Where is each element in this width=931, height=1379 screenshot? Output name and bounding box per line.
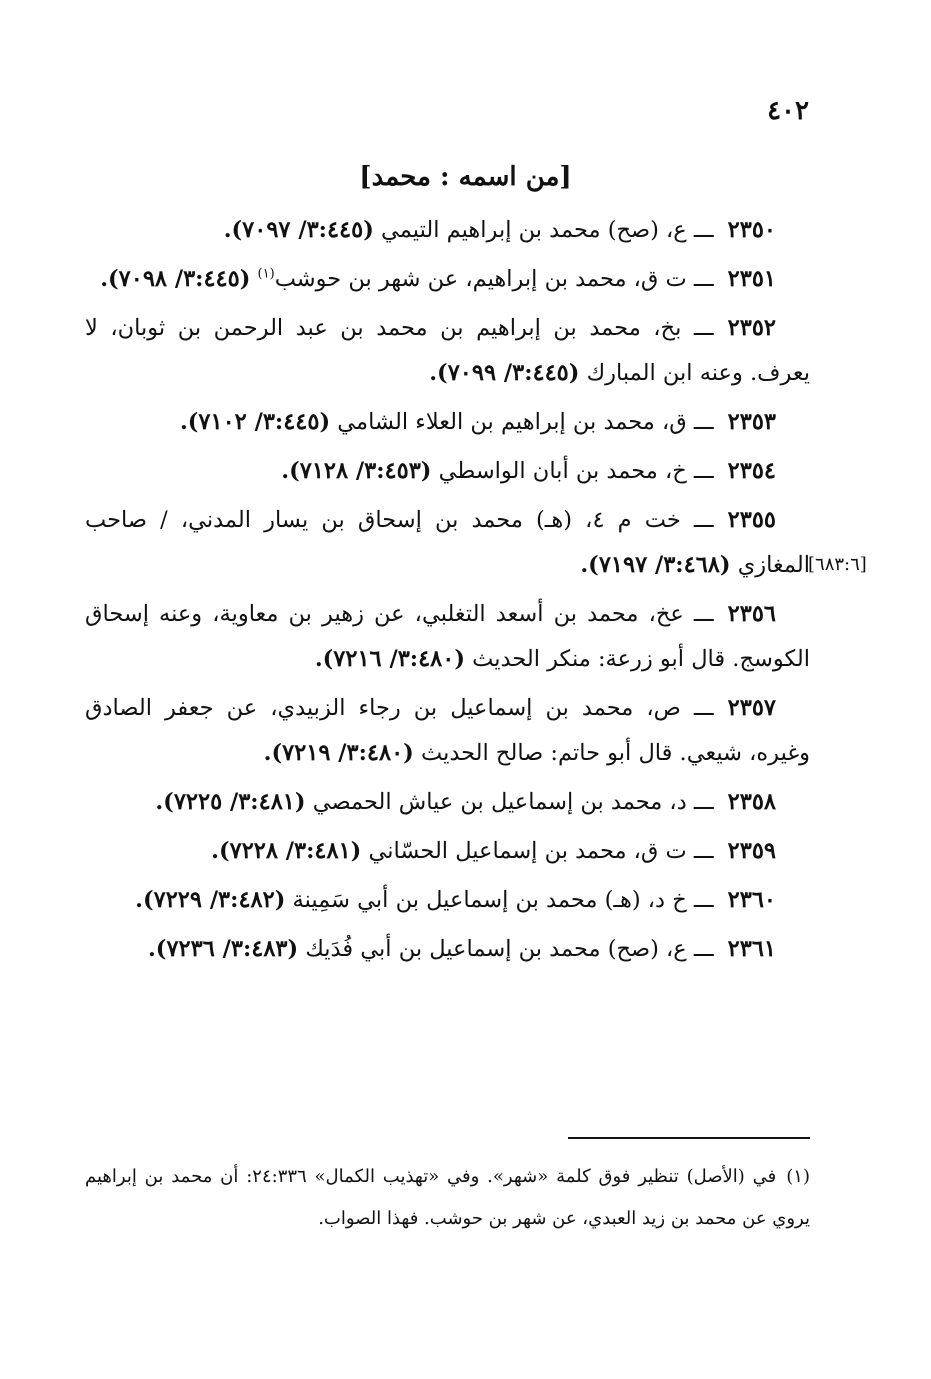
footnote-divider bbox=[568, 1137, 810, 1139]
entry bbox=[85, 927, 810, 972]
entry-text: ـــ بخ، محمد بن إبراهيم بن محمد بن عبد الرحمن بن ثوبان، لا يعرف. وعنه ابن المبارك bbox=[85, 315, 810, 386]
entry bbox=[85, 592, 810, 682]
entry-reference: (٣:٤٨١/ ٧٢٢٥). bbox=[155, 789, 306, 815]
entry-number: ٢٣٥٢ bbox=[727, 315, 776, 341]
entry-reference: (٣:٤٤٥/ ٧٠٩٩). bbox=[429, 360, 580, 386]
entry bbox=[85, 686, 810, 776]
entry bbox=[85, 449, 810, 494]
entry-text: ـــ ع، (صح) محمد بن إسماعيل بن أبي فُدَيك bbox=[305, 936, 714, 962]
entry-text: ـــ خ د، (هـ) محمد بن إسماعيل بن أبي سَمِينة bbox=[292, 887, 714, 913]
entry-number: ٢٣٥٣ bbox=[727, 409, 776, 435]
entry-text: ـــ ص، محمد بن إسماعيل بن رجاء الزبيدي، عن جعفر الصادق وغيره، شيعي. قال أبو حاتم: صالح الحديث bbox=[85, 695, 810, 766]
entry-reference: (٣:٤٤٥/ ٧٠٩٧). bbox=[223, 217, 374, 243]
entry-reference: (٣:٤٨٠/ ٧٢١٩). bbox=[263, 740, 414, 766]
entry-text: ـــ ق، محمد بن إبراهيم بن العلاء الشامي bbox=[337, 409, 714, 435]
entry-text: ـــ ت ق، محمد بن إسماعيل الحسّاني bbox=[368, 838, 714, 864]
entry bbox=[85, 829, 810, 874]
entry bbox=[85, 400, 810, 445]
entry-reference: (٣:٤٥٣/ ٧١٢٨). bbox=[281, 458, 432, 484]
entry-text: ـــ ع، (صح) محمد بن إبراهيم التيمي bbox=[381, 217, 714, 243]
footnote-mark: (١) bbox=[786, 1166, 810, 1187]
entry-number: ٢٣٥٥ bbox=[727, 507, 776, 533]
entry-number: ٢٣٥٨ bbox=[727, 789, 776, 815]
entry-text: ـــ خ، محمد بن أبان الواسطي bbox=[438, 458, 714, 484]
footnote-text: في (الأصل) تنظير فوق كلمة «شهر». وفي «تهذيب الكمال» ٢٤:٣٣٦: أن محمد بن إبراهيم يروي عن محمد بن زيد العبدي، عن شهر بن حوشب. فهذا الصواب. bbox=[85, 1166, 810, 1229]
entry-text: ـــ خت م ٤، (هـ) محمد بن إسحاق بن يسار المدني، / صاحب المغازي bbox=[85, 507, 810, 578]
entry-reference: (٣:٤٤٥/ ٧١٠٢). bbox=[179, 409, 331, 435]
entry-number: ٢٣٥٤ bbox=[727, 458, 776, 484]
entry bbox=[85, 498, 810, 588]
entry-number: ٢٣٥٩ bbox=[727, 838, 776, 864]
footnote bbox=[85, 1156, 810, 1240]
page-number: ٤٠٢ bbox=[767, 96, 809, 126]
entries-list bbox=[85, 208, 810, 976]
entry-reference: (٣:٤٨١/ ٧٢٢٨). bbox=[211, 838, 362, 864]
entry-text: ـــ ت ق، محمد بن إبراهيم، عن شهر بن حوشب bbox=[274, 266, 714, 292]
entry-number: ٢٣٦١ bbox=[727, 936, 776, 962]
entry bbox=[85, 878, 810, 923]
entry-reference: (٣:٤٦٨/ ٧١٩٧). bbox=[580, 552, 731, 578]
margin-note: [٦٨٣:٦] bbox=[808, 554, 867, 575]
entry bbox=[85, 780, 810, 825]
entry bbox=[85, 208, 810, 253]
entry-text: ـــ عخ، محمد بن أسعد التغلبي، عن زهير بن معاوية، وعنه إسحاق الكوسج. قال أبو زرعة: منكر الحديث bbox=[85, 601, 810, 672]
entry-number: ٢٣٦٠ bbox=[727, 887, 776, 913]
section-title: [من اسمه : محمد] bbox=[359, 162, 572, 192]
entry-number: ٢٣٥٠ bbox=[727, 217, 776, 243]
entry-number: ٢٣٥١ bbox=[727, 266, 776, 292]
entry-number: ٢٣٥٧ bbox=[727, 695, 776, 721]
entry-number: ٢٣٥٦ bbox=[727, 601, 776, 627]
entry-reference: (٣:٤٤٥/ ٧٠٩٨). bbox=[100, 266, 251, 292]
entry bbox=[85, 257, 810, 302]
footnote-marker[interactable]: (١) bbox=[257, 266, 275, 282]
entry-text: ـــ د، محمد بن إسماعيل بن عياش الحمصي bbox=[312, 789, 714, 815]
entry-reference: (٣:٤٨٢/ ٧٢٢٩). bbox=[135, 887, 286, 913]
entry-reference: (٣:٤٨٠/ ٧٢١٦). bbox=[314, 646, 466, 672]
entry-reference: (٣:٤٨٣/ ٧٢٣٦). bbox=[147, 936, 299, 962]
entry bbox=[85, 306, 810, 396]
